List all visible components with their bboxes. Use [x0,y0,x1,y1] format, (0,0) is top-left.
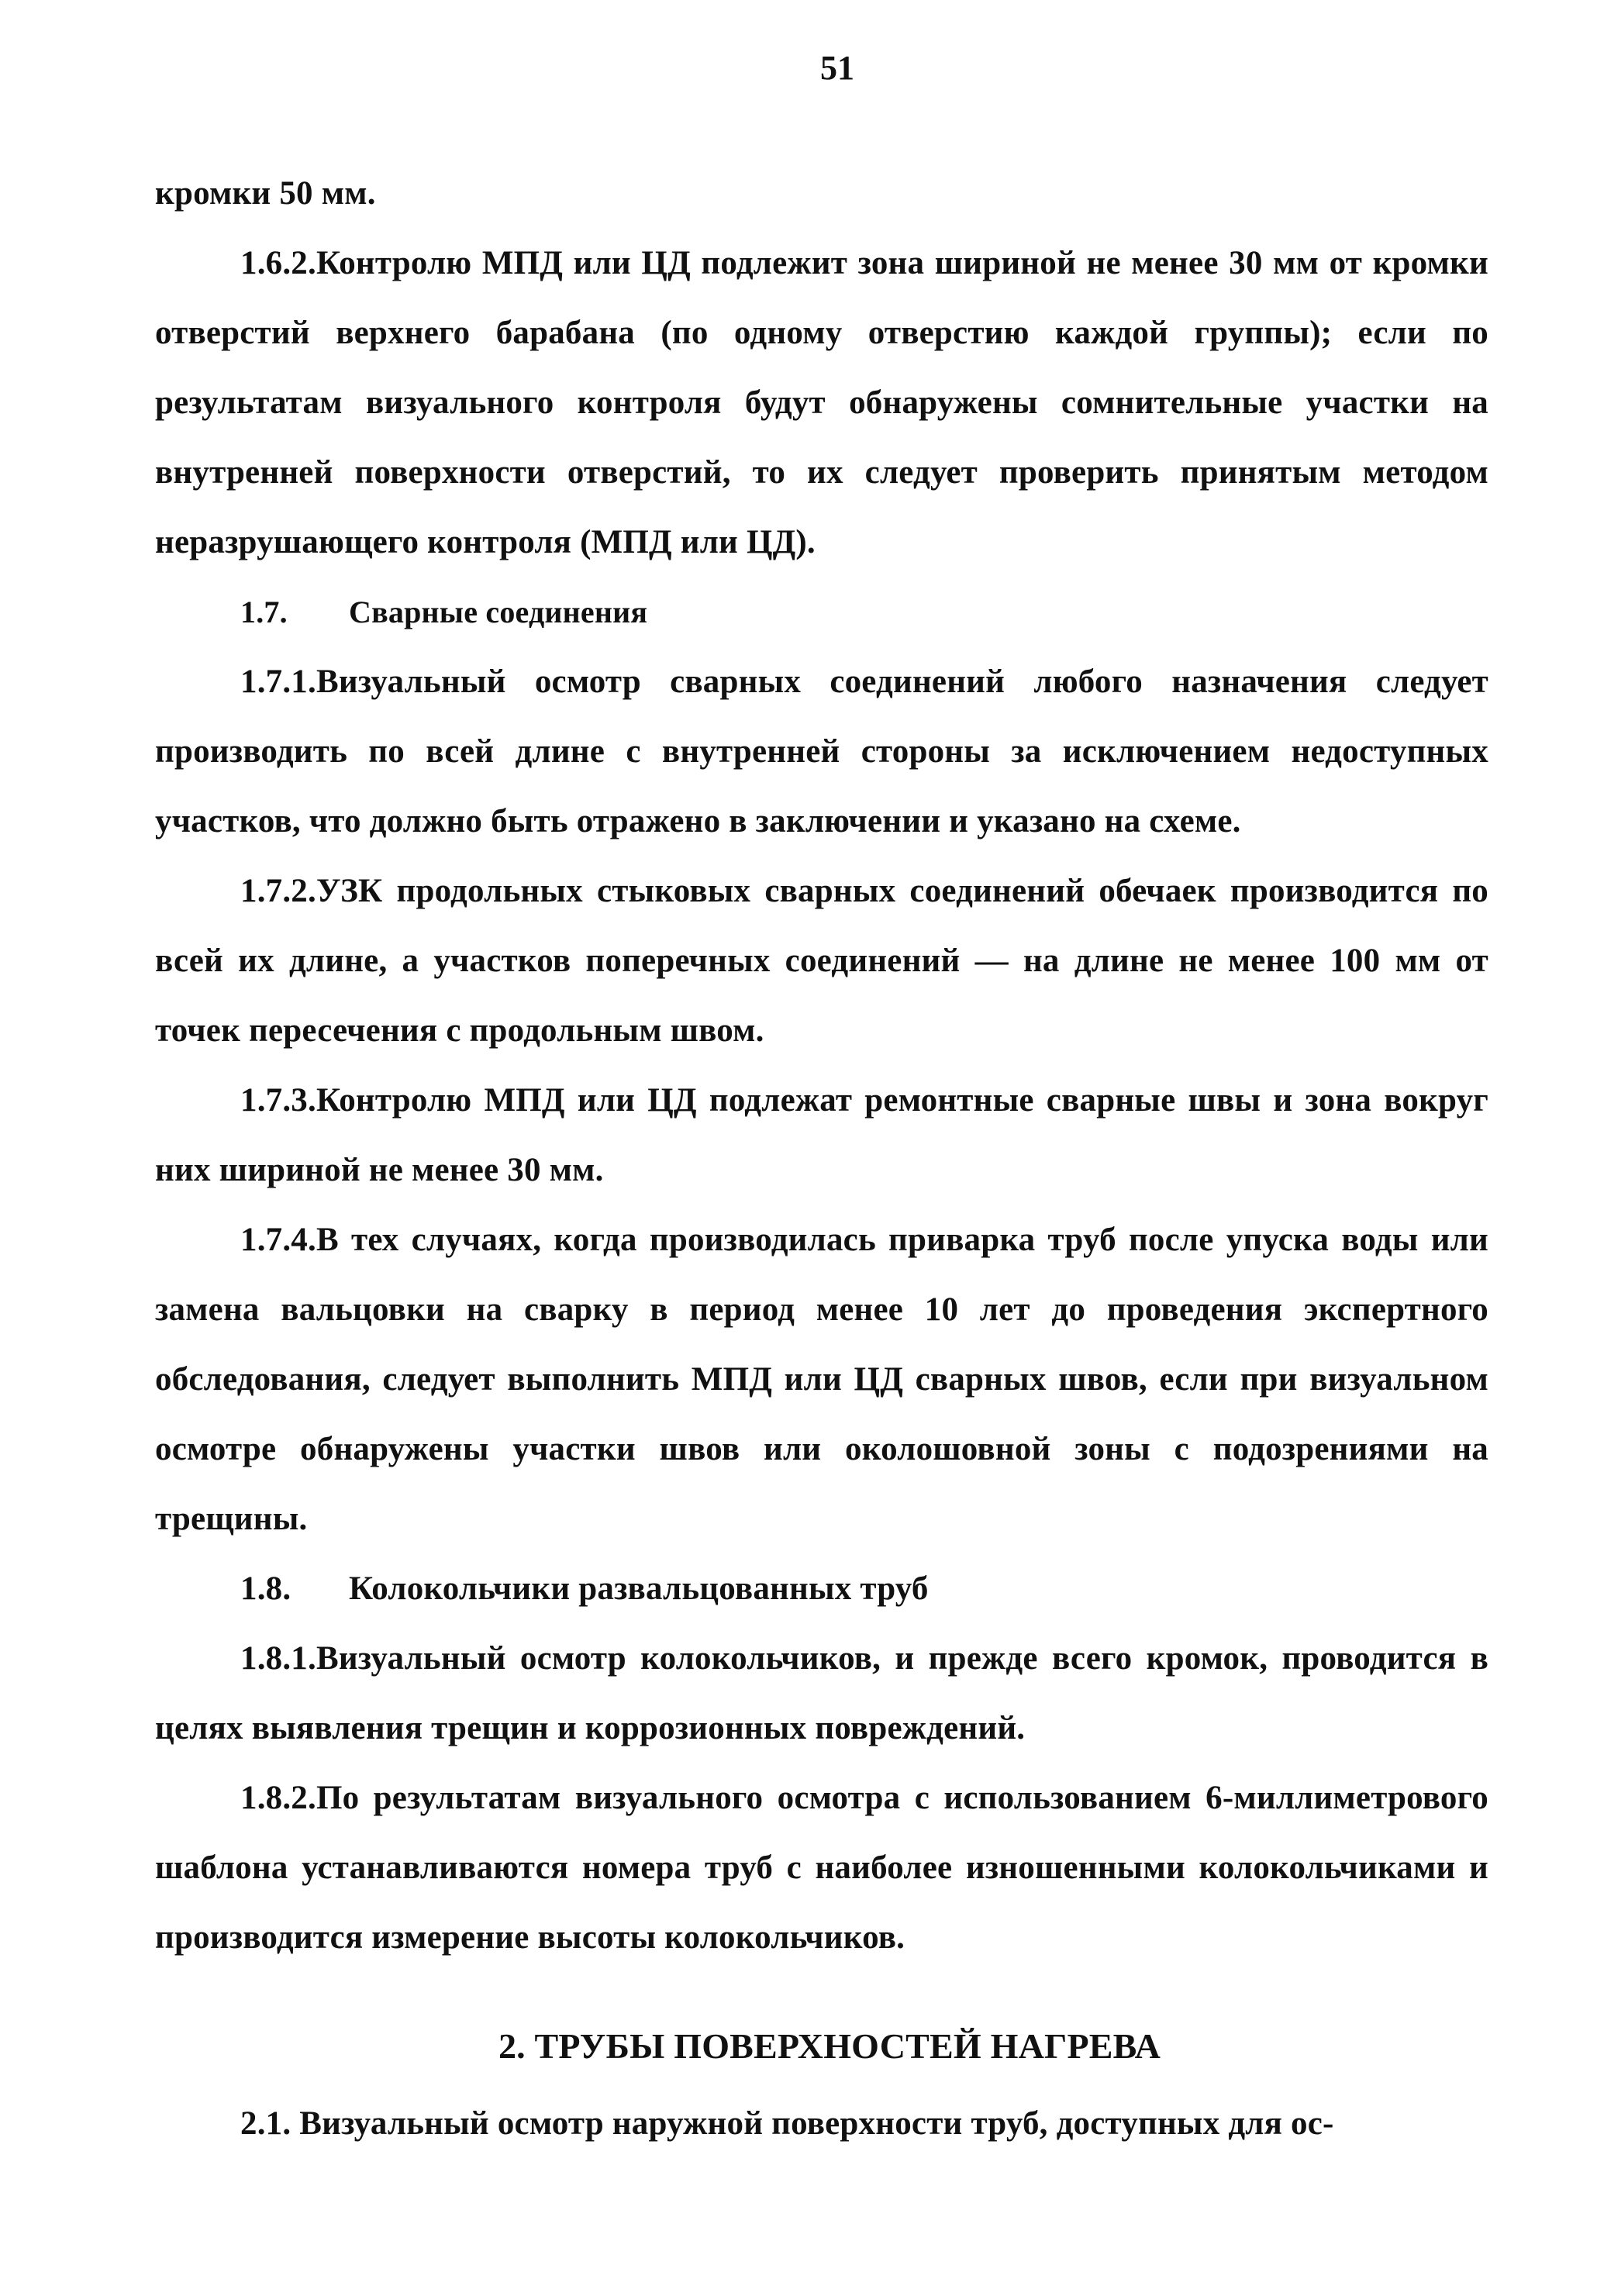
paragraph-continuation: кромки 50 мм. [155,175,376,212]
heading-1-7 [155,577,1488,647]
heading-number: 1.7. [240,595,288,629]
paragraph-1-8-2: 1.8.2.По результатам визуального осмотра с использованием 6-миллиметрового шаблона устанавливаются номера труб с наиболее изношенными колокольчиками и производится измерение высоты колокольчиков. [155,1780,1488,1956]
paragraph-1-8-1: 1.8.1.Визуальный осмотр колокольчиков, и прежде всего кромок, проводится в целях выявления трещин и коррозионных повреждений. [155,1640,1488,1746]
section-title: 2. ТРУБЫ ПОВЕРХНОСТЕЙ НАГРЕВА [498,2026,1161,2066]
paragraph-1-7-4: 1.7.4.В тех случаях, когда производилась приварка труб после упуска воды или замена вальцовки на сварку в период менее 10 лет до проведения экспертного обследования, следует выполнить МПД или ЦД сварных швов, если при визуальном осмотре обнаружены участки швов или околошовной зоны с подозрениями на трещины. [155,1222,1488,1537]
paragraph-1-7-3: 1.7.3.Контролю МПД или ЦД подлежат ремонтные сварные швы и зона вокруг них шириной не менее 30 мм. [155,1082,1488,1188]
heading-title: Сварные соединения [349,595,648,629]
heading-number: 1.8. [240,1570,291,1607]
page-number: 51 [820,49,854,87]
paragraph-1-6-2: 1.6.2.Контролю МПД или ЦД подлежит зона шириной не менее 30 мм от кромки отверстий верхнего барабана (по одному отверстию каждой группы); если по результатам визуального контроля будут обнаружены сомнительные участки на внутренней поверхности отверстий, то их следует проверить принятым методом неразрушающего контроля (МПД или ЦД). [155,245,1488,560]
paragraph-1-7-1: 1.7.1.Визуальный осмотр сварных соединений любого назначения следует производить по всей длине с внутренней стороны за исключением недоступных участков, что должно быть отражено в заключении и указано на схеме. [155,664,1488,839]
heading-1-8 [155,1554,1488,1624]
heading-title: Колокольчики развальцованных труб [349,1570,929,1607]
document-body [155,159,1488,2159]
paragraph-2-1: 2.1. Визуальный осмотр наружной поверхности труб, доступных для ос- [240,2105,1334,2142]
paragraph-1-7-2: 1.7.2.УЗК продольных стыковых сварных соединений обечаек производится по всей их длине, а участков поперечных соединений — на длине не менее 100 мм от точек пересечения с продольным швом. [155,873,1488,1049]
